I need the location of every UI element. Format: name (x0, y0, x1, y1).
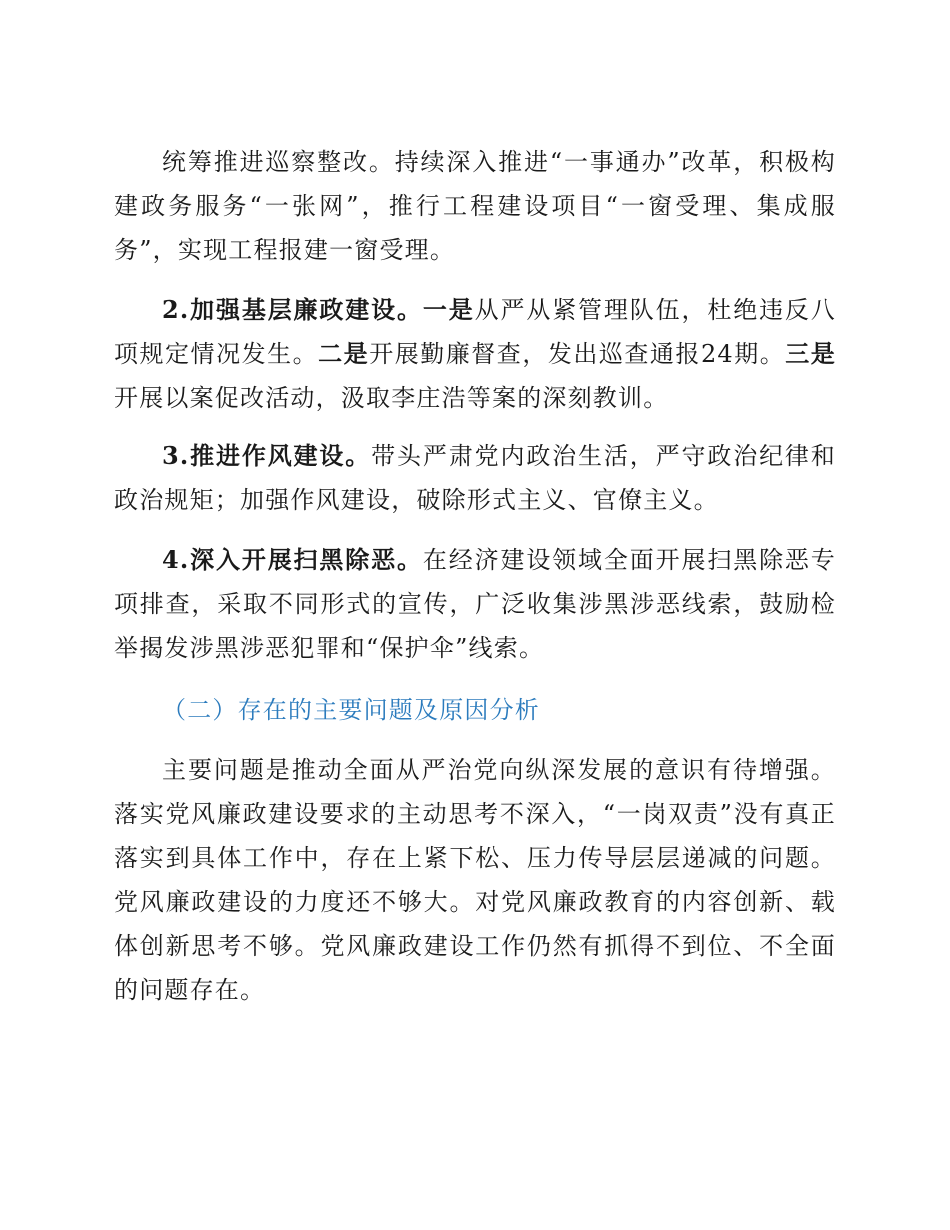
paragraph-main-problems (114, 748, 836, 1012)
paragraph-text: 主要问题是推动全面从严治党向纵深发展的意识有待增强。落实党风廉政建设要求的主动思考不深入，“一岗双责”没有真正落实到具体工作中，存在上紧下松、压力传导层层递减的问题。党风廉政建设的力度还不够大。对党风廉政教育的内容创新、载体创新思考不够。党风廉政建设工作仍然有抓得不到位、不全面的问题存在。 (114, 756, 836, 1004)
first-text: 从严从紧管理队伍，杜绝违反八项规定情况发生。 (114, 296, 836, 368)
third-text: 开展以案促改活动，汲取李庄浩等案的深刻教训。 (114, 384, 669, 412)
second-label: 二是 (318, 339, 370, 368)
item-title: 4.深入开展扫黑除恶。 (162, 545, 423, 574)
section-heading: （二）存在的主要问题及原因分析 (162, 696, 540, 724)
item-title: 3.推进作风建设。 (162, 441, 372, 470)
paragraph-grassroots-integrity (114, 288, 836, 420)
paragraph-crime-crackdown (114, 538, 836, 670)
paragraph-text: 在经济建设领域全面开展扫黑除恶专项排查，采取不同形式的宣传，广泛收集涉黑涉恶线索，鼓励检举揭发涉黑涉恶犯罪和“保护伞”线索。 (114, 546, 836, 662)
paragraph-work-style (114, 434, 836, 522)
paragraph-text: 统筹推进巡察整改。持续深入推进“一事通办”改革，积极构建政务服务“一张网”，推行工程建设项目“一窗受理、集成服务”，实现工程报建一窗受理。 (114, 148, 836, 264)
item-title: 2.加强基层廉政建设。 (162, 295, 423, 324)
paragraph-inspection-rectification (114, 140, 836, 272)
first-label: 一是 (422, 295, 475, 324)
third-label: 三是 (785, 339, 836, 368)
paragraph-text: 带头严肃党内政治生活，严守政治纪律和政治规矩；加强作风建设，破除形式主义、官僚主义。 (114, 442, 836, 514)
second-text: 开展勤廉督查，发出巡查通报24期。 (369, 340, 786, 368)
